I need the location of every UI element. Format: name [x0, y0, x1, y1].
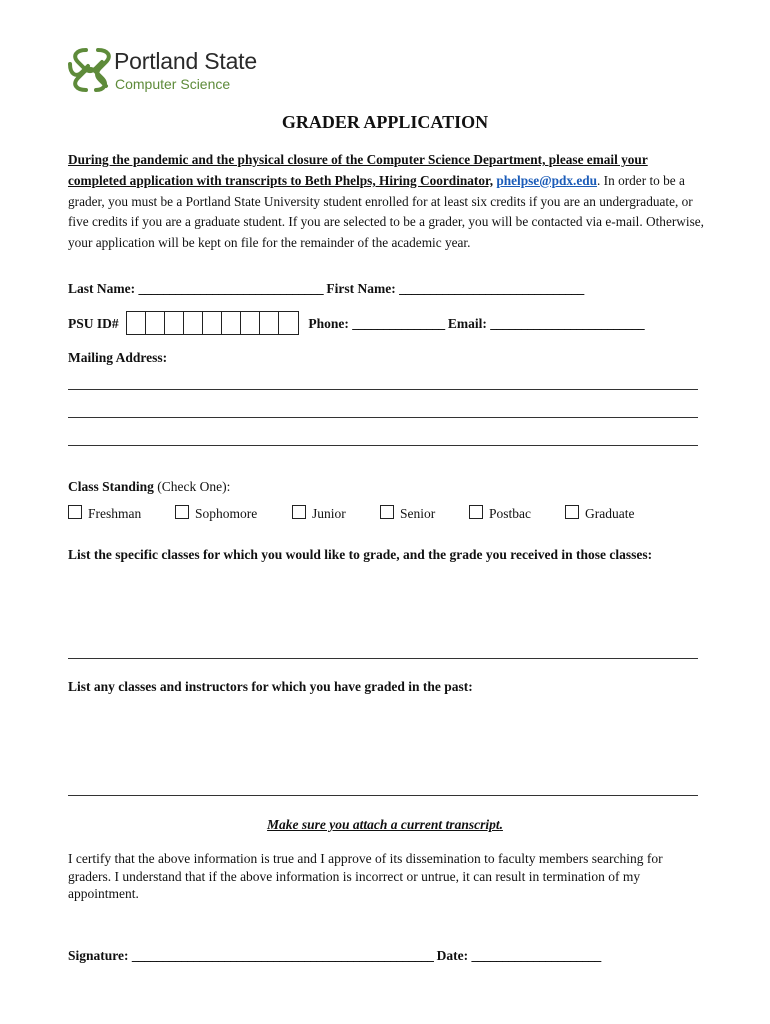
id-contact-row	[68, 315, 644, 335]
first-name-field[interactable]: ______________________________	[399, 281, 584, 296]
checkbox-icon[interactable]	[175, 505, 189, 519]
checkbox-icon[interactable]	[565, 505, 579, 519]
checkbox-senior[interactable]	[380, 505, 435, 522]
contact-email-link[interactable]: phelpse@pdx.edu	[496, 172, 598, 188]
transcript-note-end: .	[499, 817, 503, 832]
mailing-address-line[interactable]	[68, 445, 698, 446]
institution-name: Portland State	[114, 48, 257, 74]
date-field[interactable]: _____________________	[471, 948, 601, 963]
last-name-label: Last Name:	[68, 281, 136, 296]
intro-paragraph	[68, 150, 704, 254]
checkbox-label: Senior	[400, 506, 436, 521]
classes-to-grade-label: List the specific classes for which you would like to grade, and the grade you received in those classes:	[68, 547, 653, 562]
checkbox-label: Sophomore	[195, 506, 258, 521]
psu-id-digit-box[interactable]	[241, 312, 260, 334]
checkbox-label: Freshman	[88, 506, 142, 521]
class-standing-hint: (Check One):	[157, 479, 231, 494]
psu-id-digit-box[interactable]	[127, 312, 146, 334]
checkbox-postbac[interactable]	[469, 505, 531, 522]
mailing-address-label: Mailing Address:	[68, 350, 168, 365]
intro-bold-text: During the pandemic and the physical closure of the Computer Science Department, please email your completed application with transcripts to Beth Phelps, Hiring Coordinator,	[68, 152, 648, 188]
checkbox-icon[interactable]	[68, 505, 82, 519]
psu-id-digit-box[interactable]	[260, 312, 279, 334]
psu-id-digit-box[interactable]	[203, 312, 222, 334]
phone-field[interactable]: _______________	[352, 316, 445, 332]
checkbox-label: Graduate	[585, 506, 635, 521]
signature-label: Signature:	[68, 948, 129, 963]
past-grading-label: List any classes and instructors for which you have graded in the past:	[68, 679, 473, 694]
signature-row	[68, 948, 601, 964]
form-title: GRADER APPLICATION	[281, 112, 489, 132]
checkbox-icon[interactable]	[292, 505, 306, 519]
checkbox-label: Postbac	[489, 506, 531, 521]
checkbox-label: Junior	[312, 506, 346, 521]
classes-to-grade-line[interactable]	[68, 658, 698, 659]
checkbox-junior[interactable]	[292, 505, 346, 522]
checkbox-icon[interactable]	[469, 505, 483, 519]
email-label: Email:	[447, 316, 487, 332]
psu-id-digit-box[interactable]	[222, 312, 241, 334]
checkbox-icon[interactable]	[380, 505, 394, 519]
phone-label: Phone:	[308, 316, 349, 332]
mailing-address-line[interactable]	[68, 417, 698, 418]
department-name: Computer Science	[115, 76, 231, 92]
name-row	[68, 281, 584, 297]
psu-id-digit-box[interactable]	[279, 312, 298, 334]
certification-text: I certify that the above information is true and I approve of its dissemination to faculty members searching for graders. I understand that if the above information is incorrect or untrue, it can result in termination of my appointment.	[68, 851, 663, 901]
transcript-note	[0, 817, 770, 833]
psu-id-label: PSU ID#	[68, 316, 119, 332]
psu-id-boxes[interactable]	[126, 311, 299, 335]
mailing-address-line[interactable]	[68, 389, 698, 390]
checkbox-graduate[interactable]	[565, 505, 634, 522]
checkbox-sophomore[interactable]	[175, 505, 257, 522]
first-name-label: First Name:	[326, 281, 396, 296]
psu-id-digit-box[interactable]	[184, 312, 203, 334]
last-name-field[interactable]: ______________________________	[138, 281, 324, 296]
checkbox-freshman[interactable]	[68, 505, 141, 522]
past-grading-line[interactable]	[68, 795, 698, 796]
transcript-note-text: Make sure you attach a current transcript	[267, 817, 500, 832]
class-standing-label: Class Standing	[68, 479, 154, 494]
date-label: Date:	[436, 948, 469, 963]
intro-rest-text: . In order to be a grader, you must be a Portland State University student enrolled for at least six credits if you are an undergraduate, or five credits if you are a graduate student. If you are selected to be a grader, you will be contacted via e-mail. Otherwise, your application will be kept on file for the remainder of the academic year.	[68, 172, 704, 251]
psu-id-digit-box[interactable]	[165, 312, 184, 334]
signature-field[interactable]: _________________________________________________	[131, 948, 434, 963]
psu-id-digit-box[interactable]	[146, 312, 165, 334]
class-standing-heading	[68, 479, 230, 495]
email-field[interactable]: _________________________	[490, 316, 645, 332]
